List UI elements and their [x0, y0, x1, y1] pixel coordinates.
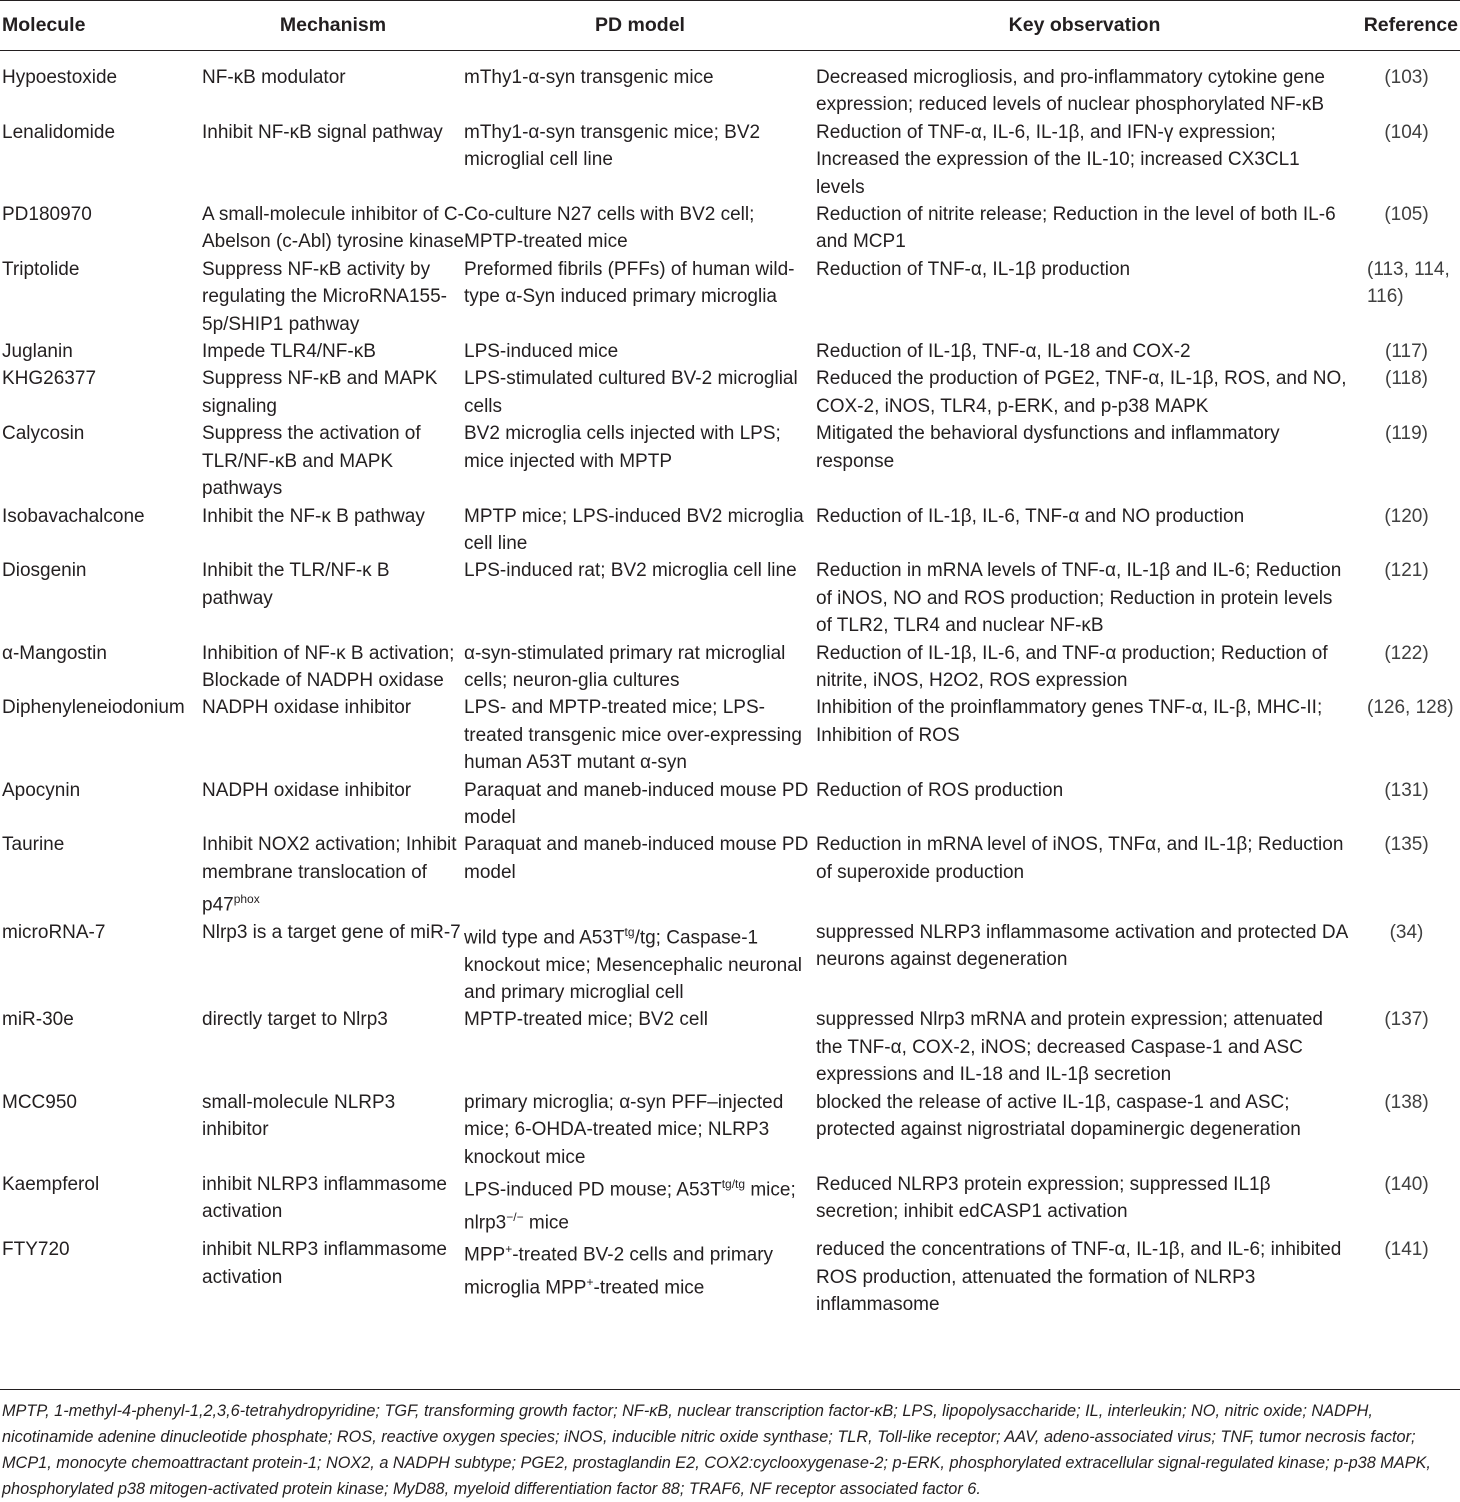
cell-observation: Reduction of ROS production: [816, 779, 1064, 801]
cell-pd-model: α-syn-stimulated primary rat microglial cells; neuron-glia cultures: [464, 642, 786, 691]
model-text: wild type and A53T: [464, 927, 625, 949]
cell-reference[interactable]: (117): [1385, 341, 1428, 363]
model-text: mice: [523, 1211, 570, 1233]
cell-pd-model: [464, 1171, 816, 1236]
cell-molecule: Kaempferol: [2, 1173, 100, 1195]
cell-pd-model: LPS- and MPTP-treated mice; LPS-treated transgenic mice over-expressing human A53T mutant α-syn: [464, 697, 802, 774]
cell-molecule: Isobavachalcone: [2, 505, 145, 527]
mechanism-text: Inhibit NOX2 activation; Inhibit membrane translocation of p47: [202, 834, 457, 916]
table-row: [0, 256, 1460, 338]
cell-reference[interactable]: (118): [1385, 368, 1428, 390]
cell-pd-model: mThy1-α-syn transgenic mice: [464, 67, 714, 88]
cell-molecule: Diosgenin: [2, 560, 87, 582]
cell-mechanism: Suppress the activation of TLR/NF-κB and MAPK pathways: [202, 423, 421, 500]
cell-mechanism: [202, 831, 464, 919]
cell-observation: Reduction of nitrite release; Reduction in the level of both IL-6 and MCP1: [816, 204, 1336, 253]
model-text: MPP: [464, 1244, 506, 1266]
cell-reference[interactable]: (104): [1384, 121, 1429, 143]
cell-molecule: Triptolide: [2, 258, 80, 280]
cell-observation: suppressed Nlrp3 mRNA and protein expression; attenuated the TNF-α, COX-2, iNOS; decreased Caspase-1 and ASC expressions and IL-18 and IL-1β secretion: [816, 1009, 1323, 1086]
cell-observation: Reduction in mRNA level of iNOS, TNFα, and IL-1β; Reduction of superoxide production: [816, 834, 1344, 883]
table-row: [0, 503, 1460, 558]
table-row: [0, 919, 1460, 1007]
table-row: [0, 365, 1460, 420]
model-superscript: +: [505, 1242, 513, 1257]
footnote-abbreviations: MPTP, 1-methyl-4-phenyl-1,2,3,6-tetrahydropyridine; TGF, transforming growth factor; NF-κB, nuclear transcription factor-κB; LPS, lipopolysaccharide; IL, interleukin; NO, nitric oxide; NADPH, nicotinamide adenine dinucleotide phosphate; ROS, reactive oxygen species; iNOS, inducible nitric oxide synthase; TLR, Toll-like receptor; AAV, adeno-associated virus; TNF, tumor necrosis factor; MCP1, monocyte chemoattractant protein-1; NOX2, a NADPH subtype; PGE2, prostaglandin E2, COX2:cyclooxygenase-2; p-ERK, phosphorylated extracellular signal-regulated kinase; p-p38 MAPK, phosphorylated p38 mitogen-activated protein kinase; MyD88, myeloid differentiation factor 88; TRAF6, NF receptor associated factor 6.: [2, 1402, 1431, 1498]
cell-pd-model: primary microglia; α-syn PFF–injected mice; 6-OHDA-treated mice; NLRP3 knockout mice: [464, 1091, 784, 1168]
cell-mechanism: directly target to Nlrp3: [202, 1009, 388, 1031]
cell-mechanism: Inhibit NF-κB signal pathway: [202, 121, 443, 143]
table-row: [0, 1171, 1460, 1236]
cell-molecule: MCC950: [2, 1091, 77, 1113]
table-row: [0, 201, 1460, 256]
header-key-observation: Key observation: [816, 1, 1353, 51]
header-molecule: Molecule: [0, 1, 202, 51]
cell-reference[interactable]: (34): [1389, 921, 1424, 943]
cell-mechanism: NADPH oxidase inhibitor: [202, 697, 412, 719]
table-row: [0, 640, 1460, 695]
cell-mechanism: Nlrp3 is a target gene of miR-7: [202, 921, 461, 943]
cell-molecule: microRNA-7: [2, 921, 106, 943]
cell-pd-model: MPTP-treated mice; BV2 cell: [464, 1009, 708, 1031]
cell-mechanism: NF-κB modulator: [202, 67, 346, 88]
cell-observation: Decreased microgliosis, and pro-inflammatory cytokine gene expression; reduced levels of nuclear phosphorylated NF-κB: [816, 67, 1326, 116]
table-row: [0, 119, 1460, 201]
cell-observation: Reduction of TNF-α, IL-1β production: [816, 258, 1131, 280]
cell-observation: blocked the release of active IL-1β, caspase-1 and ASC; protected against nigrostriatal dopaminergic degeneration: [816, 1091, 1301, 1141]
table-header-row: [0, 1, 1460, 51]
header-reference: Reference: [1353, 1, 1460, 51]
model-superscript: +: [586, 1275, 594, 1290]
cell-mechanism: Inhibition of NF-κ B activation; Blockade of NADPH oxidase: [202, 642, 455, 691]
cell-pd-model: [464, 1236, 816, 1322]
cell-molecule: miR-30e: [2, 1009, 74, 1031]
cell-observation: Inhibition of the proinflammatory genes TNF-α, IL-β, MHC-II; Inhibition of ROS: [816, 697, 1323, 746]
cell-mechanism: Inhibit the TLR/NF-κ B pathway: [202, 560, 390, 609]
cell-molecule: Diphenyleneiodonium: [2, 697, 185, 719]
mechanism-superscript: phox: [233, 892, 260, 907]
cell-molecule: Juglanin: [2, 341, 73, 363]
cell-molecule: Calycosin: [2, 423, 85, 445]
cell-reference[interactable]: (135): [1384, 834, 1429, 856]
cell-reference[interactable]: (113, 114, 116): [1367, 258, 1450, 308]
cell-molecule: α-Mangostin: [2, 642, 107, 664]
cell-mechanism: inhibit NLRP3 inflammasome activation: [202, 1173, 447, 1223]
cell-observation: suppressed NLRP3 inflammasome activation and protected DA neurons against degeneration: [816, 921, 1348, 971]
cell-observation: Reduction of IL-1β, IL-6, TNF-α and NO production: [816, 505, 1245, 527]
cell-molecule: Hypoestoxide: [2, 67, 118, 88]
cell-reference[interactable]: (140): [1384, 1173, 1429, 1195]
cell-molecule: Lenalidomide: [2, 121, 116, 143]
cell-mechanism: A small-molecule inhibitor of C-Abelson (c-Abl) tyrosine kinase: [202, 204, 464, 253]
cell-pd-model: LPS-induced rat; BV2 microglia cell line: [464, 560, 797, 582]
table-footnote: [0, 1389, 1460, 1502]
cell-pd-model: Paraquat and maneb-induced mouse PD model: [464, 834, 809, 883]
model-text: /tg; Caspase-1 knockout mice; Mesencephalic neuronal and primary microglial cell: [464, 927, 802, 1004]
cell-observation: Reduction of TNF-α, IL-6, IL-1β, and IFN-γ expression; Increased the expression of the IL-10; increased CX3CL1 levels: [816, 121, 1300, 198]
cell-reference[interactable]: (120): [1384, 505, 1429, 527]
cell-mechanism: Suppress NF-κB and MAPK signaling: [202, 368, 438, 417]
model-text: LPS-induced PD mouse; A53T: [464, 1179, 722, 1201]
cell-pd-model: Preformed fibrils (PFFs) of human wild-type α-Syn induced primary microglia: [464, 258, 795, 308]
model-text: mice; nlrp3: [464, 1179, 796, 1233]
cell-pd-model: Paraquat and maneb-induced mouse PD model: [464, 779, 809, 828]
cell-pd-model: MPTP mice; LPS-induced BV2 microglia cell line: [464, 505, 804, 554]
cell-observation: Reduction of IL-1β, TNF-α, IL-18 and COX-2: [816, 341, 1191, 363]
cell-mechanism: small-molecule NLRP3 inhibitor: [202, 1091, 396, 1141]
cell-reference[interactable]: (137): [1384, 1009, 1429, 1031]
table-row: [0, 420, 1460, 502]
cell-observation: Reduced NLRP3 protein expression; suppressed IL1β secretion; inhibit edCASP1 activation: [816, 1173, 1271, 1223]
cell-mechanism: inhibit NLRP3 inflammasome activation: [202, 1239, 447, 1288]
table-row: [0, 1089, 1460, 1171]
table-row: [0, 338, 1460, 365]
cell-reference[interactable]: (138): [1384, 1091, 1429, 1113]
cell-observation: Reduction in mRNA levels of TNF-α, IL-1β and IL-6; Reduction of iNOS, NO and ROS production; Reduction in protein levels of TLR2, TLR4 and nuclear NF-κB: [816, 560, 1342, 637]
cell-reference[interactable]: (105): [1384, 204, 1429, 226]
cell-reference[interactable]: (126, 128): [1367, 697, 1454, 719]
cell-molecule: Apocynin: [2, 779, 81, 801]
cell-observation: Mitigated the behavioral dysfunctions and inflammatory response: [816, 423, 1280, 472]
cell-mechanism: NADPH oxidase inhibitor: [202, 779, 412, 801]
model-text: -treated BV-2 cells and primary microglia MPP: [464, 1244, 774, 1299]
cell-observation: Reduction of IL-1β, IL-6, and TNF-α production; Reduction of nitrite, iNOS, H2O2, ROS expression: [816, 642, 1328, 691]
cell-mechanism: Suppress NF-κB activity by regulating the MicroRNA155-5p/SHIP1 pathway: [202, 258, 448, 335]
cell-pd-model: Co-culture N27 cells with BV2 cell; MPTP-treated mice: [464, 204, 755, 253]
model-superscript: tg: [624, 924, 635, 939]
cell-molecule: KHG26377: [2, 368, 97, 390]
cell-molecule: Taurine: [2, 834, 65, 856]
table-row: [0, 1236, 1460, 1322]
header-mechanism: Mechanism: [202, 1, 464, 51]
cell-molecule: FTY720: [2, 1239, 70, 1261]
cell-reference[interactable]: (122): [1384, 642, 1429, 664]
table-row: [0, 557, 1460, 639]
cell-observation: reduced the concentrations of TNF-α, IL-1β, and IL-6; inhibited ROS production, attenuated the formation of NLRP3 inflammasome: [816, 1239, 1342, 1316]
table-row: [0, 694, 1460, 776]
cell-reference[interactable]: (103): [1384, 67, 1429, 88]
table-row: [0, 1006, 1460, 1088]
cell-pd-model: LPS-stimulated cultured BV-2 microglial cells: [464, 368, 798, 417]
cell-mechanism: Impede TLR4/NF-κB: [202, 341, 376, 363]
cell-pd-model: [464, 919, 816, 1007]
cell-reference[interactable]: (119): [1385, 423, 1428, 445]
cell-reference[interactable]: (121): [1384, 560, 1429, 582]
table-row: [0, 831, 1460, 919]
cell-reference[interactable]: (141): [1384, 1239, 1429, 1261]
cell-pd-model: LPS-induced mice: [464, 341, 619, 363]
model-text: -treated mice: [593, 1277, 705, 1299]
cell-reference[interactable]: (131): [1384, 779, 1429, 801]
table-row: [0, 51, 1460, 119]
table-row: [0, 777, 1460, 832]
cell-pd-model: mThy1-α-syn transgenic mice; BV2 microglial cell line: [464, 121, 761, 171]
header-pd-model: PD model: [464, 1, 816, 51]
model-superscript: −/−: [506, 1209, 524, 1224]
cell-molecule: PD180970: [2, 204, 92, 226]
cell-observation: Reduced the production of PGE2, TNF-α, IL-1β, ROS, and NO, COX-2, iNOS, TLR4, p-ERK, and p-p38 MAPK: [816, 368, 1347, 417]
cell-pd-model: BV2 microglia cells injected with LPS; mice injected with MPTP: [464, 423, 781, 472]
model-superscript: tg/tg: [721, 1176, 746, 1191]
cell-mechanism: Inhibit the NF-κ B pathway: [202, 505, 425, 527]
